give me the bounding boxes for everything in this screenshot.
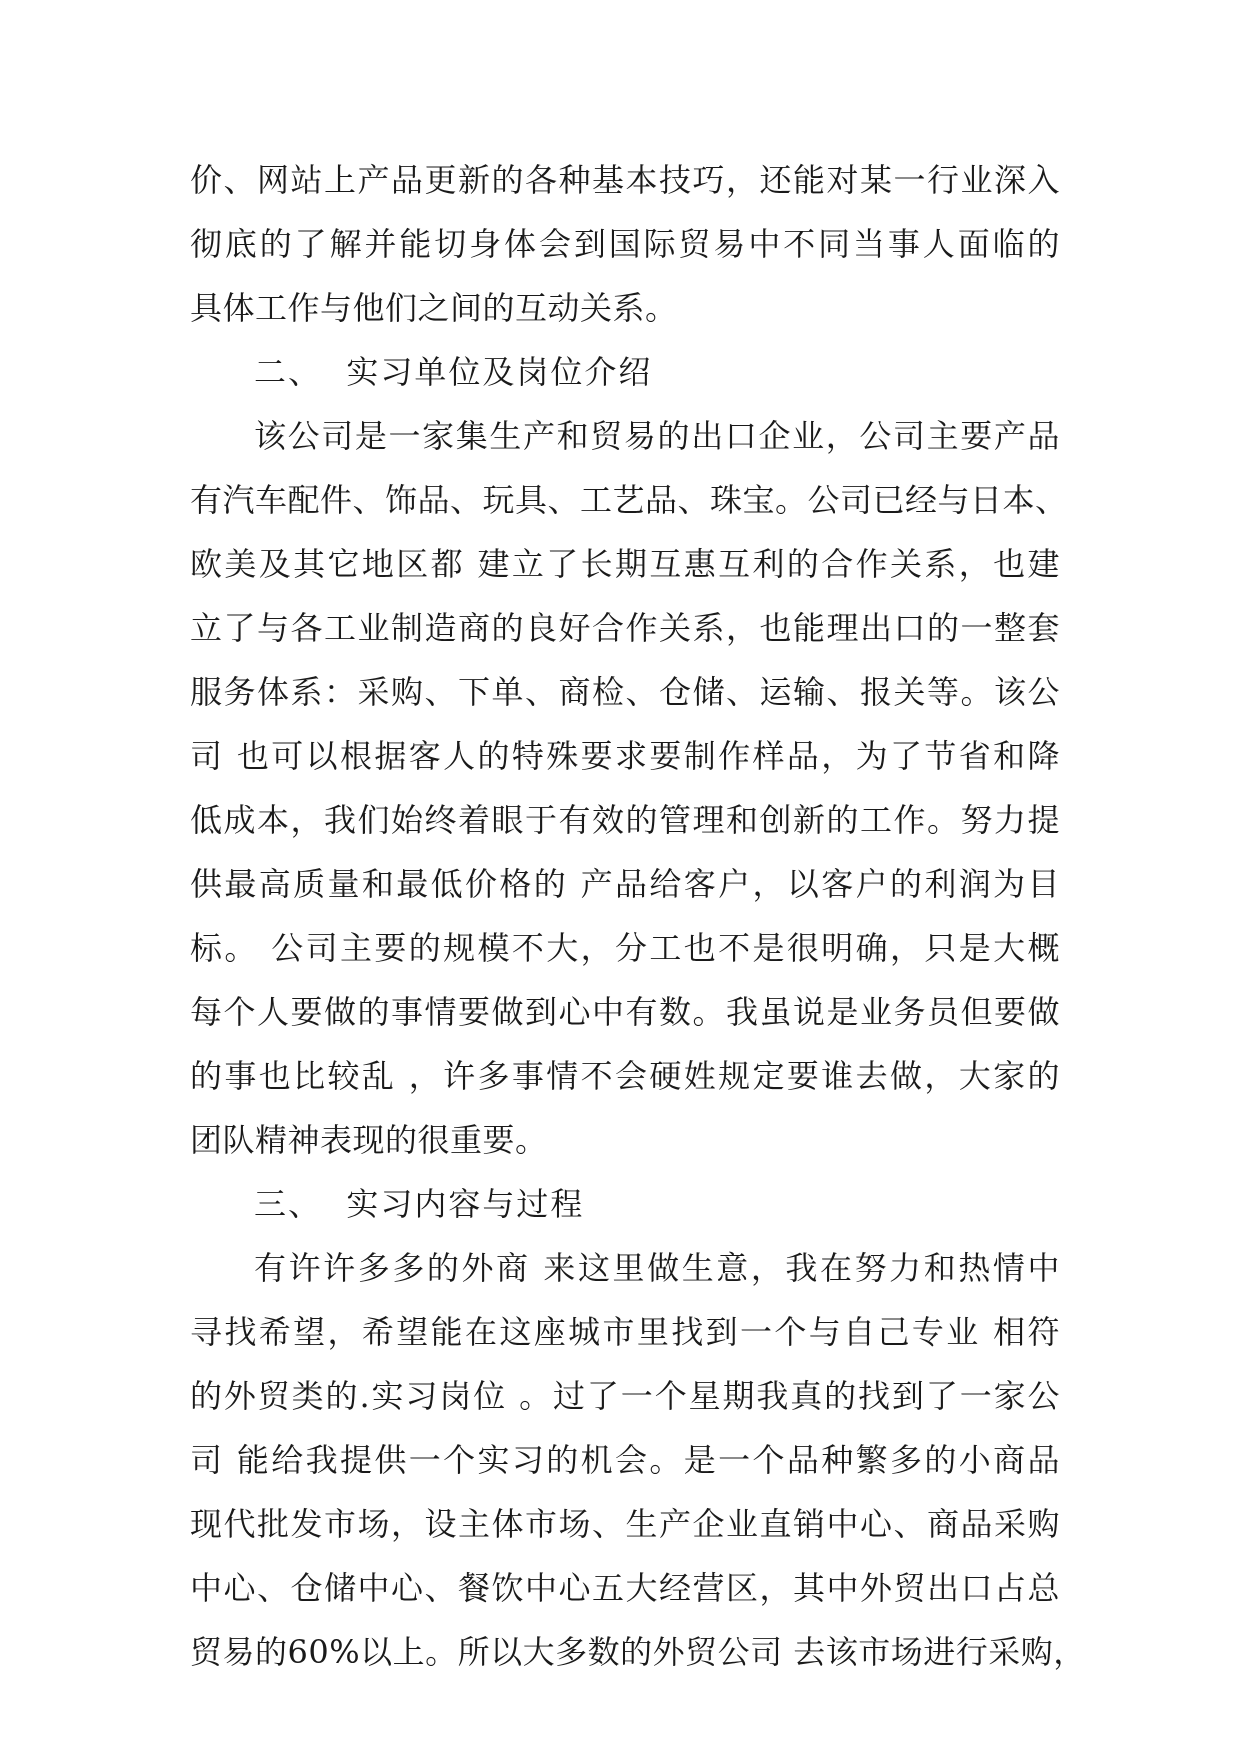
text-line: 立了与各工业制造商的良好合作关系，也能理出口的一整套 bbox=[190, 609, 1060, 647]
text-line: 的事也比较乱 ，许多事情不会硬姓规定要谁去做，大家的 bbox=[190, 1057, 1060, 1095]
text-line: 欧美及其它地区都 建立了长期互惠互利的合作关系，也建 bbox=[190, 545, 1060, 583]
text-line: 团队精神表现的很重要。 bbox=[190, 1121, 548, 1159]
text-line: 司 能给我提供一个实习的机会。是一个品种繁多的小商品 bbox=[190, 1441, 1060, 1479]
text-line: 具体工作与他们之间的互动关系。 bbox=[190, 289, 678, 327]
text-line: 彻底的了解并能切身体会到国际贸易中不同当事人面临的 bbox=[190, 225, 1060, 263]
text-line: 的外贸类的.实习岗位 。过了一个星期我真的找到了一家公 bbox=[190, 1377, 1060, 1415]
text-line: 服务体系：采购、下单、商检、仓储、运输、报关等。该公 bbox=[190, 673, 1060, 711]
text-line: 该公司是一家集生产和贸易的出口企业，公司主要产品 bbox=[254, 417, 1060, 455]
text-line: 低成本，我们始终着眼于有效的管理和创新的工作。努力提 bbox=[190, 801, 1060, 839]
text-line: 价、网站上产品更新的各种基本技巧，还能对某一行业深入 bbox=[190, 161, 1060, 199]
text-line: 标。 公司主要的规模不大，分工也不是很明确，只是大概 bbox=[190, 929, 1060, 967]
text-line: 寻找希望，希望能在这座城市里找到一个与自己专业 相符 bbox=[190, 1313, 1060, 1351]
text-line: 现代批发市场，设主体市场、生产企业直销中心、商品采购 bbox=[190, 1505, 1060, 1543]
text-line: 中心、仓储中心、餐饮中心五大经营区，其中外贸出口占总 bbox=[190, 1569, 1060, 1607]
section-heading-2: 二、 实习单位及岗位介绍 bbox=[254, 353, 653, 391]
text-line: 供最高质量和最低价格的 产品给客户，以客户的利润为目 bbox=[190, 865, 1060, 903]
body-text bbox=[190, 148, 1086, 1684]
text-line: 有许许多多的外商 来这里做生意，我在努力和热情中 bbox=[254, 1249, 1060, 1287]
text-line: 每个人要做的事情要做到心中有数。我虽说是业务员但要做 bbox=[190, 993, 1060, 1031]
section-heading-3: 三、 实习内容与过程 bbox=[254, 1185, 585, 1223]
text-line: 贸易的60%以上。所以大多数的外贸公司 去该市场进行采购， bbox=[190, 1633, 1086, 1671]
text-line: 有汽车配件、饰品、玩具、工艺品、珠宝。公司已经与日本、 bbox=[190, 481, 1068, 519]
text-line: 司 也可以根据客人的特殊要求要制作样品，为了节省和降 bbox=[190, 737, 1060, 775]
